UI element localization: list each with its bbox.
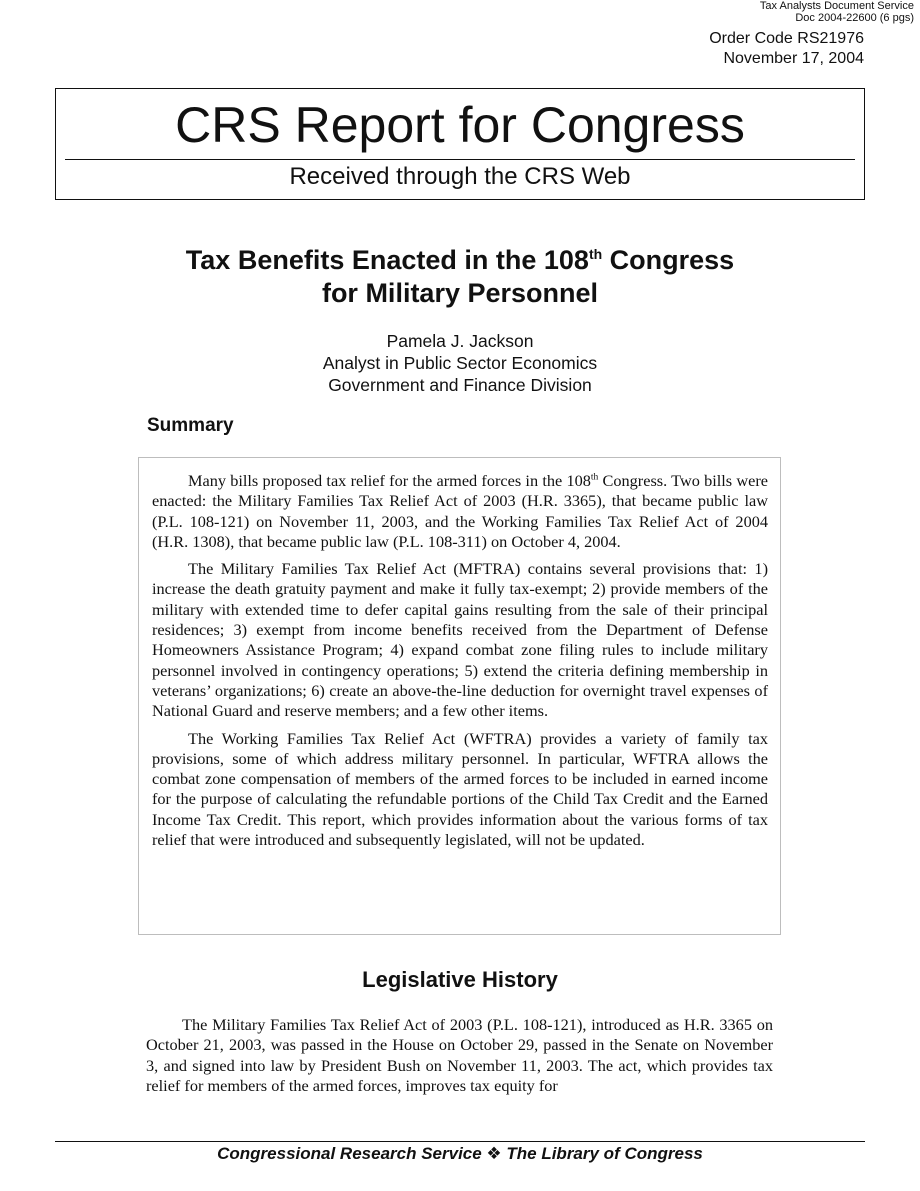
legislative-history-heading: Legislative History bbox=[362, 967, 558, 992]
crs-banner bbox=[55, 88, 865, 200]
summary-heading: Summary bbox=[147, 415, 234, 436]
summary-box bbox=[138, 457, 781, 935]
report-title-line-2: for Military Personnel bbox=[321, 278, 599, 308]
author-block bbox=[0, 330, 920, 396]
title-superscript: th bbox=[588, 246, 603, 262]
order-code: Order Code RS21976 bbox=[709, 30, 864, 47]
banner-subtitle: Received through the CRS Web bbox=[289, 163, 631, 190]
summary-paragraph-2: The Military Families Tax Relief Act (MFTRA) contains several provisions that: 1) increase the death gratuity payment and make it fully tax-exempt; 2) provide members of the military with extended time to defer capital gains resulting from the sale of their principal residences; 3) exempt from income benefits received from the Department of Defense Homeowners Assistance Program; 4) expand combat zone filing rules to include military personnel involved in contingency operations; 5) extend the criteria defining membership in veterans’ organizations; 6) create an above-the-line deduction for overnight travel expenses of National Guard and reserve members; and a few other items. bbox=[152, 559, 768, 721]
report-title-line-1: Tax Benefits Enacted in the 108th Congress bbox=[185, 245, 735, 275]
legislative-paragraph-1: The Military Families Tax Relief Act of 2003 (P.L. 108-121), introduced as H.R. 3365 on October 21, 2003, was passed in the House on October 29, passed in the Senate on November 3, and signed into law by President Bush on November 11, 2003. The act, which provides tax relief for members of the armed forces, improves tax equity for bbox=[146, 1015, 773, 1095]
legislative-history-body bbox=[146, 1015, 773, 1103]
summary-paragraph-3: The Working Families Tax Relief Act (WFTRA) provides a variety of family tax provisions, some of which address military personnel. In particular, WFTRA allows the combat zone compensation of members of the armed forces to be included in earned income for the purpose of calculating the refundable portions of the Child Tax Credit and the Earned Income Tax Credit. This report, which provides information about the various forms of tax relief that were introduced and subsequently legislated, will not be updated. bbox=[152, 728, 768, 850]
order-block bbox=[709, 29, 864, 69]
author-position: Analyst in Public Sector Economics bbox=[322, 353, 598, 373]
report-title bbox=[0, 244, 920, 310]
author-name: Pamela J. Jackson bbox=[386, 331, 534, 351]
footer-text: Congressional Research Service ❖ The Library of Congress bbox=[217, 1144, 703, 1163]
report-date: November 17, 2004 bbox=[723, 50, 864, 67]
banner-divider bbox=[65, 159, 855, 160]
footer-divider bbox=[55, 1141, 865, 1142]
tax-analysts-doc-number: Doc 2004-22600 (6 pgs) bbox=[795, 12, 914, 24]
tax-analysts-stamp bbox=[760, 0, 914, 24]
author-division: Government and Finance Division bbox=[328, 375, 592, 395]
tax-analysts-service: Tax Analysts Document Service bbox=[759, 0, 914, 12]
summary-paragraph-1: Many bills proposed tax relief for the armed forces in the 108th Congress. Two bills were enacted: the Military Families Tax Relief Act of 2003 (H.R. 3365), that became public law (P.L. 108-121) on November 11, 2003, and the Working Families Tax Relief Act of 2004 (H.R. 1308), that became public law (P.L. 108-311) on October 4, 2004. bbox=[152, 471, 769, 551]
banner-title: CRS Report for Congress bbox=[175, 97, 745, 153]
